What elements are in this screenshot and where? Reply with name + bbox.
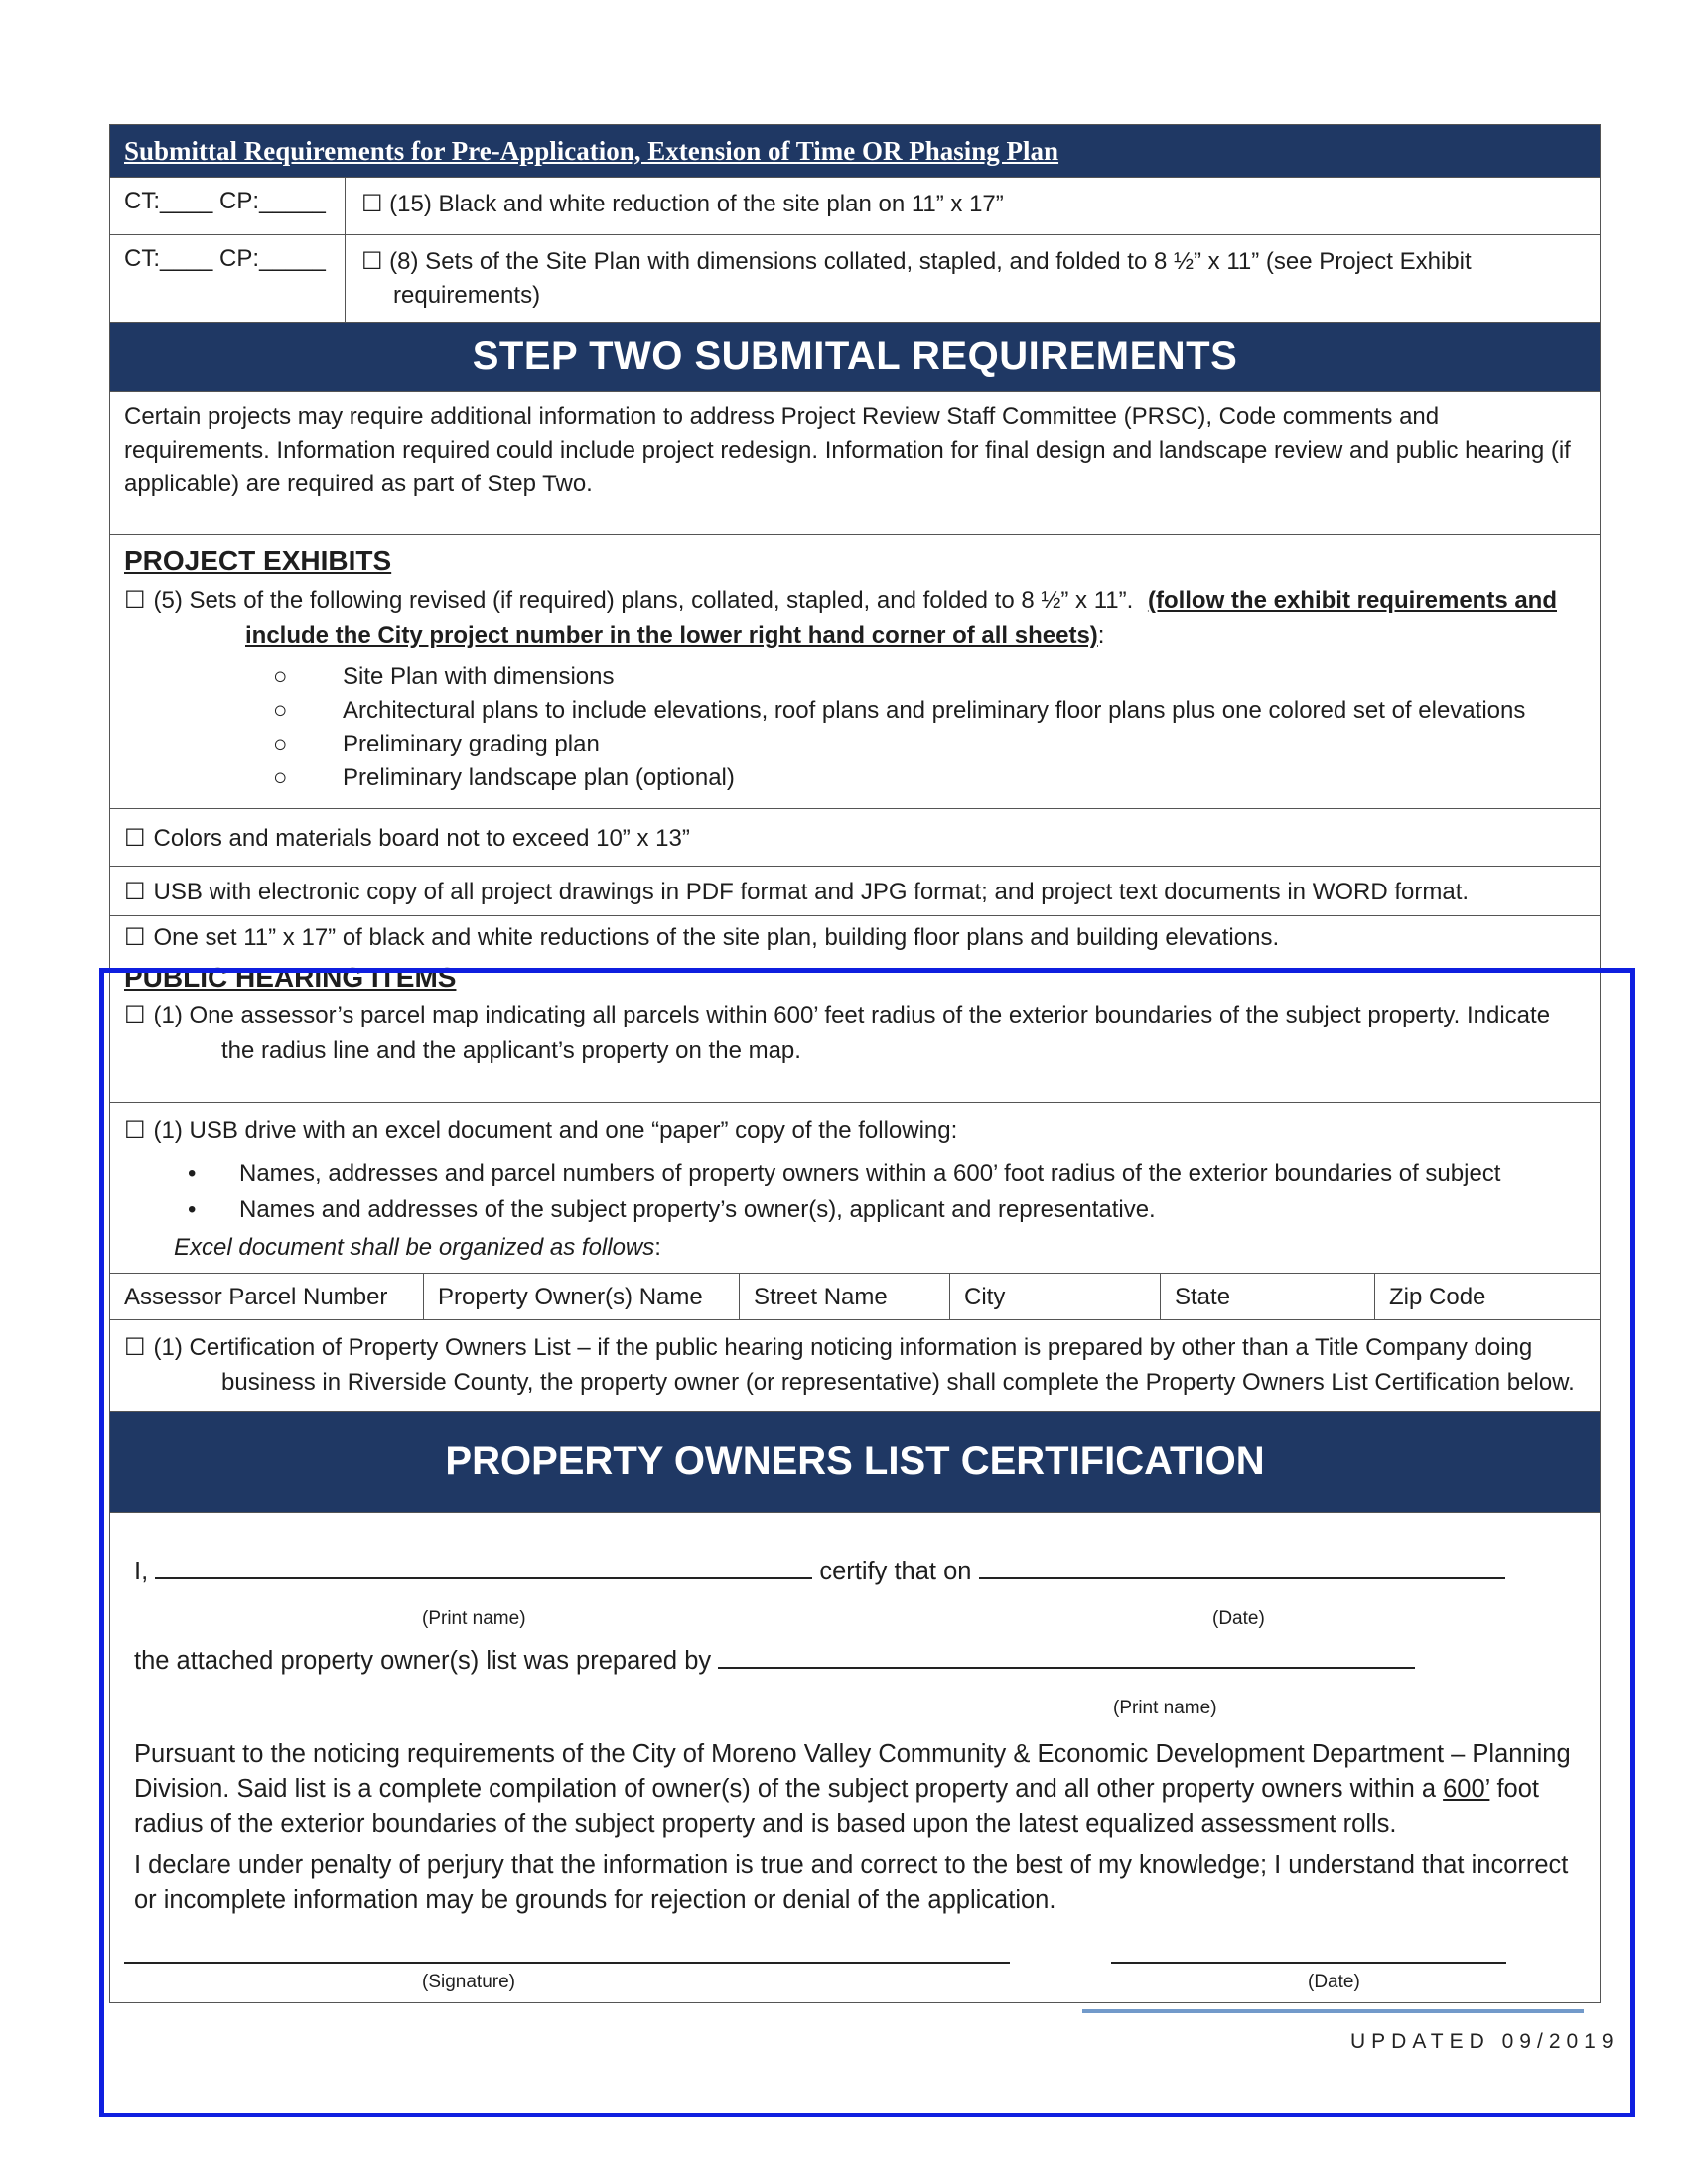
ct-cp-field[interactable]: CT:____ CP:_____ [110, 235, 346, 322]
submittal-item-15-reduction[interactable]: ☐ (15) Black and white reduction of the site plan on 11” x 17” [361, 191, 1004, 217]
declare-paragraph: I declare under penalty of perjury that the information is true and correct to the best of my knowledge; I understand that incorrect or incomplete information may be grounds for rejection or denial of the application. [134, 1851, 1569, 1914]
submittal-item-8-site-plan[interactable]: ☐ (8) Sets of the Site Plan with dimensions collated, stapled, and folded to 8 ½” x 11” (see Project Exhibit requirements) [361, 248, 1472, 309]
submittal-row-1 [110, 178, 1600, 235]
checkbox[interactable]: ☐ [124, 587, 146, 614]
project-exhibits-section [110, 535, 1600, 809]
usb-drive-item[interactable]: ☐ (1) USB drive with an excel document and one “paper” copy of the following: [124, 1117, 958, 1144]
submittal-row-2 [110, 235, 1600, 323]
colors-board-item[interactable]: ☐ Colors and materials board not to exceed 10” x 13” [110, 809, 1600, 867]
checkbox[interactable]: ☐ [124, 1334, 146, 1361]
prepared-by-line: the attached property owner(s) list was prepared by [134, 1644, 1415, 1679]
checkbox[interactable]: ☐ [124, 1117, 146, 1144]
one-set-item[interactable]: ☐ One set 11” x 17” of black and white reductions of the site plan, building floor plans and building elevations. [124, 924, 1280, 951]
public-hearing-heading: PUBLIC HEARING ITEMS [124, 962, 457, 993]
list-item: ○ Preliminary grading plan [273, 731, 600, 757]
exhibit-sets-item[interactable]: ☐ (5) Sets of the following revised (if required) plans, collated, stapled, and folded to 8 ½” x 11”. (follow the exhibit requirements and include the City project number in the lower right hand corner of all sheets): [124, 587, 1557, 649]
checkbox[interactable]: ☐ [124, 825, 146, 852]
list-item: ○ Preliminary landscape plan (optional) [273, 764, 735, 791]
pursuant-paragraph: Pursuant to the noticing requirements of the City of Moreno Valley Community & Economic Development Department – Planning Division. Said list is a complete compilation of owner(s) of the subject property and all other property owners within a 600’ foot radius of the exterior boundaries of the subject property and is based upon the latest equalized assessment rolls. [134, 1740, 1571, 1838]
list-item: • Names and addresses of the subject property’s owner(s), applicant and representative. [188, 1196, 1156, 1223]
column-header: Zip Code [1389, 1284, 1486, 1310]
ct-cp-field[interactable]: CT:____ CP:_____ [110, 178, 346, 234]
submittal-title-text: Submittal Requirements for Pre-Application, Extension of Time OR Phasing Plan [124, 135, 1059, 166]
updated-date: UPDATED 09/2019 [1350, 2030, 1619, 2053]
list-item: ○ Site Plan with dimensions [273, 663, 615, 690]
certification-title: PROPERTY OWNERS LIST CERTIFICATION [110, 1412, 1600, 1513]
list-item: • Names, addresses and parcel numbers of property owners within a 600’ foot radius of the exterior boundaries of subject [188, 1160, 1501, 1187]
usb-item[interactable]: ☐ USB with electronic copy of all project drawings in PDF format and JPG format; and project text documents in WORD format. [110, 867, 1600, 916]
checkbox[interactable]: ☐ [124, 924, 146, 951]
certify-line: I, certify that on [134, 1555, 1505, 1589]
column-header: Property Owner(s) Name [424, 1274, 740, 1319]
list-item: ○ Architectural plans to include elevations, roof plans and preliminary floor plans plus one colored set of elevations [273, 697, 1526, 724]
exhibit-sub-list [124, 660, 1586, 795]
step-two-title: STEP TWO SUBMITAL REQUIREMENTS [110, 323, 1600, 392]
submittal-title [110, 125, 1600, 178]
column-header: Street Name [740, 1274, 950, 1319]
column-header: City [950, 1274, 1161, 1319]
signature-caption: (Signature) [422, 1972, 515, 1992]
signature-date-caption: (Date) [1308, 1972, 1360, 1992]
column-header: State [1161, 1274, 1375, 1319]
column-header: Assessor Parcel Number [110, 1274, 424, 1319]
selection-highlight-box [99, 968, 1635, 2117]
excel-note: Excel document shall be organized as follows: [174, 1234, 661, 1261]
project-exhibits-heading: PROJECT EXHIBITS [124, 545, 392, 576]
assessor-map-item[interactable]: ☐ (1) One assessor’s parcel map indicating all parcels within 600’ feet radius of the exterior boundaries of the subject property. Indicate the radius line and the applicant’s property on the map. [124, 1002, 1551, 1064]
print-name-caption: (Print name) [422, 1608, 526, 1629]
print-name-caption-2: (Print name) [1113, 1698, 1217, 1718]
certification-item[interactable]: ☐ (1) Certification of Property Owners List – if the public hearing noticing information is prepared by other than a Title Company doing business in Riverside County, the property owner (or representative) shall complete the Property Owners List Certification below. [110, 1320, 1600, 1412]
checkbox[interactable]: ☐ [124, 879, 146, 905]
step-two-intro: Certain projects may require additional information to address Project Review Staff Committee (PRSC), Code comments and requirements. Information required could include project redesign. Information for final design and landscape review and public hearing (if applicable) are required as part of Step Two. [110, 392, 1600, 535]
date-caption: (Date) [1212, 1608, 1265, 1629]
checkbox[interactable]: ☐ [124, 1002, 146, 1028]
